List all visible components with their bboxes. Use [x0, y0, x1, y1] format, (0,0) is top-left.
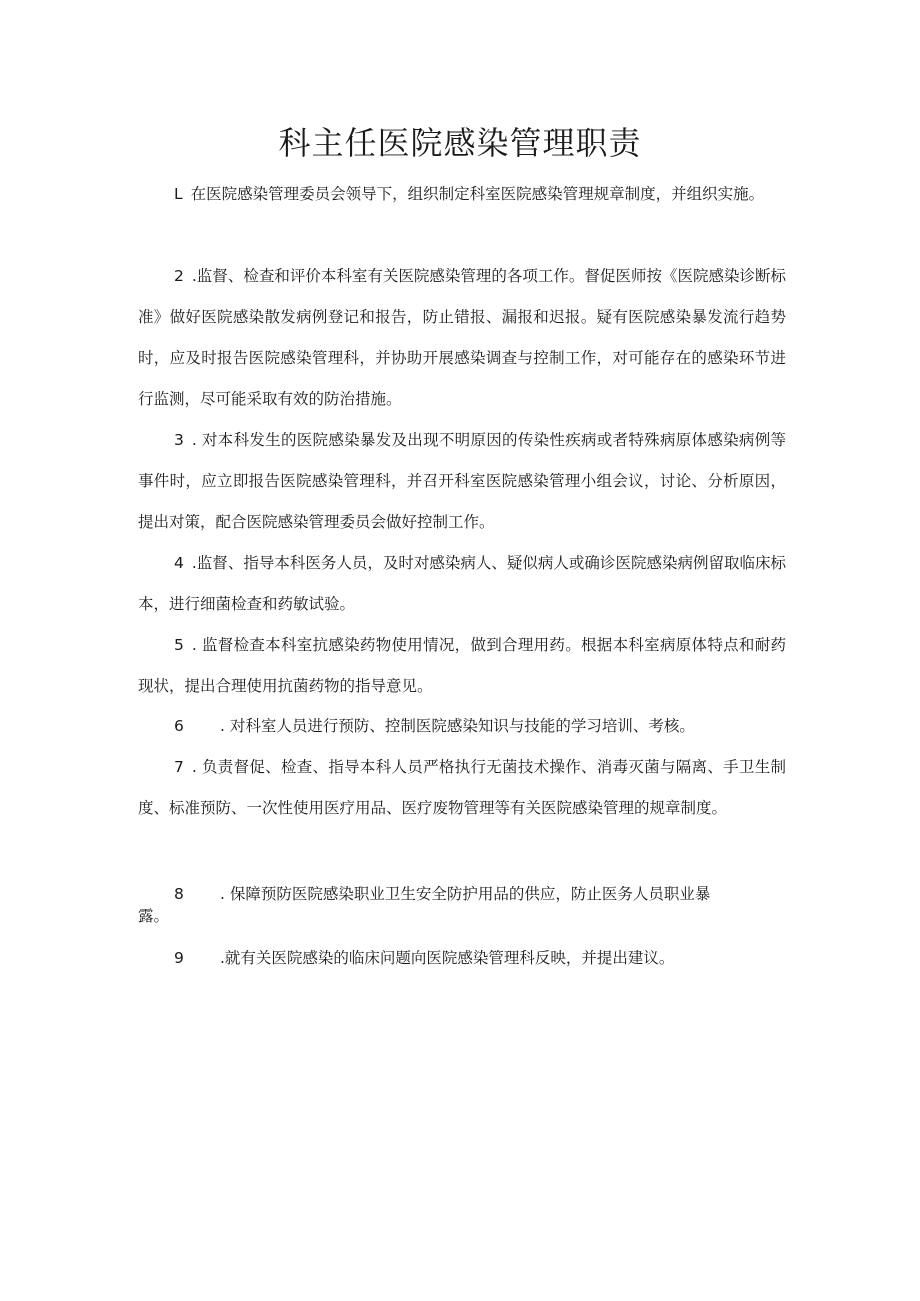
- item-4: [138, 543, 786, 625]
- item-text: .就有关医院感染的临床问题向医院感染管理科反映，并提出建议。: [220, 949, 675, 967]
- item-text: . 监督检查本科室抗感染药物使用情况，做到合理用药。根据本科室病原体特点和耐药现状，提出合理使用抗菌药物的指导意见。: [138, 636, 786, 695]
- item-text: .监督、检查和评价本科室有关医院感染管理的各项工作。督促医师按《医院感染诊断标准》做好医院感染散发病例登记和报告，防止错报、漏报和迟报。疑有医院感染暴发流行趋势时，应及时报告医院感染管理科，并协助开展感染调查与控制工作，对可能存在的感染环节进行监测，尽可能采取有效的防治措施。: [138, 267, 786, 408]
- item-number: 9: [174, 949, 184, 967]
- item-3: [138, 420, 786, 543]
- item-5: [138, 625, 786, 707]
- item-text: 在医院感染管理委员会领导下，组织制定科室医院感染管理规章制度，并组织实施。: [190, 185, 765, 203]
- item-number: 4: [174, 554, 184, 572]
- item-2: [138, 256, 786, 420]
- item-7: [138, 747, 786, 829]
- item-text: . 保障预防医院感染职业卫生安全防护用品的供应，防止医务人员职业暴: [220, 885, 711, 903]
- item-8-line-1: [138, 883, 786, 905]
- item-text: .监督、指导本科医务人员，及时对感染病人、疑似病人或确诊医院感染病例留取临床标本，进行细菌检查和药敏试验。: [138, 554, 786, 613]
- item-6: [138, 706, 786, 747]
- item-number: 8: [174, 885, 184, 903]
- item-number: 5: [174, 636, 184, 654]
- item-8-line-2: 露。: [138, 907, 170, 925]
- item-text: . 对本科发生的医院感染暴发及出现不明原因的传染性疾病或者特殊病原体感染病例等事件时，应立即报告医院感染管理科，并召开科室医院感染管理小组会议，讨论、分析原因，提出对策，配合医院感染管理委员会做好控制工作。: [138, 431, 786, 531]
- item-1: [138, 174, 786, 215]
- item-text: . 负责督促、检查、指导本科人员严格执行无菌技术操作、消毒灭菌与隔离、手卫生制度、标准预防、一次性使用医疗用品、医疗废物管理等有关医院感染管理的规章制度。: [138, 758, 786, 817]
- item-9: [138, 938, 786, 979]
- item-number: 6: [174, 717, 184, 735]
- item-8: [138, 883, 786, 927]
- item-number: 2: [174, 267, 184, 285]
- item-number: L: [174, 185, 183, 203]
- item-text: . 对科室人员进行预防、控制医院感染知识与技能的学习培训、考核。: [220, 717, 695, 735]
- item-number: 7: [174, 758, 184, 776]
- item-number: 3: [174, 431, 184, 449]
- document-title: 科主任医院感染管理职责: [278, 124, 642, 162]
